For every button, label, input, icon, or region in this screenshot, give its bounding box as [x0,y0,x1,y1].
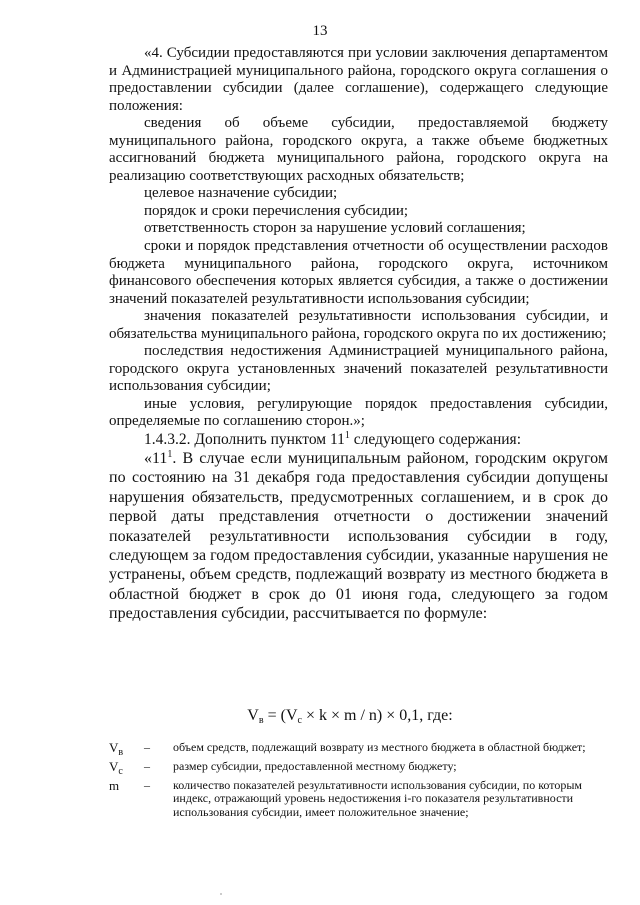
amendment-text: следующего содержания: [349,431,521,449]
definition-dash: – [144,777,150,792]
paragraph: значения показателей результативности использования субсидии, и обязательства муниципального района, городского округа по их достижению; [109,308,608,342]
document-body [109,45,608,624]
superscript: 1 [344,430,350,442]
definition-row [109,779,608,820]
paragraph: целевое назначение субсидии; [144,185,338,202]
paragraph: «4. Субсидии предоставляются при условии заключения департаментом и Администрацией муниципального района, городского округа соглашения о предоставлении субсидии (далее соглашение), содержащего следующие положения: [109,45,608,114]
formula-v: V [247,707,259,724]
definition-text: размер субсидии, предоставленной местному бюджету; [173,758,457,773]
definition-text: количество показателей результативности использования субсидии, по которым индекс, отражающий уровень недостижения i-го показателя результативности использования субсидии, имеет положительное значение; [173,777,583,820]
point-number: «11 [144,450,168,468]
definition-symbol: m [109,777,120,793]
definition-symbol: $V_в$ [109,740,124,758]
definition-text: объем средств, подлежащий возврату из местного бюджета в областной бюджет; [173,740,586,754]
paragraph: последствия недостижения Администрацией муниципального района, городского округа установленных значений показателей результативности использования субсидии; [109,343,608,395]
point-paragraph [109,449,608,624]
subscript: с [297,715,302,726]
definition-dash: – [144,758,150,773]
paragraph: сведения об объеме субсидии, предоставляемой бюджету муниципального района, городского округа, а также объеме бюджетных ассигнований бюджета муниципального района, городского округа на реализацию соответствующих расходных обязательств; [109,115,608,184]
paragraph: иные условия, регулирующие порядок предоставления субсидии, определяемые по соглашению сторон.»; [109,395,608,430]
scan-speck [220,893,222,895]
page-number: 13 [312,23,328,39]
paragraph: сроки и порядок представления отчетности об осуществлении расходов бюджета муниципального района, городского округа, источником финансового обеспечения которых является субсидия, а также о достижении значений показателей результативности использования субсидии; [109,238,608,307]
definition-dash: – [144,740,150,754]
amendment-line [109,431,608,449]
definition-row [109,740,608,758]
conditions-block [109,45,608,431]
formula-part: = (V [263,707,298,724]
paragraph: порядок и сроки перечисления субсидии; [144,202,409,219]
amendment-block [109,431,608,624]
superscript: 1 [167,449,173,461]
formula-part: × k × m / n) × 0,1, где: [301,707,453,724]
amendment-text: 1.4.3.2. Дополнить пунктом 11 [144,431,345,449]
definitions-list [109,741,608,825]
subscript: в [258,715,264,726]
point-text: . В случае если муниципальным районом, городским округом по состоянию на 31 декабря года предоставления субсидии допущены нарушения обязательств, предусмотренных соглашением, и в срок до первой даты представления отчетности о достижении значений показателей результативности использования субсидии в году, следующем за годом предоставления субсидии, указанные нарушения не устранены, объем средств, подлежащий возврату из местного бюджета в областной бюджет в срок до 01 июня года, следующего за годом предоставления субсидии, рассчитывается по формуле: [109,450,608,623]
formula [0,706,640,726]
definition-row [109,758,608,777]
paragraph: ответственность сторон за нарушение условий соглашения; [144,220,526,237]
definition-symbol: $V_с$ [109,758,123,777]
